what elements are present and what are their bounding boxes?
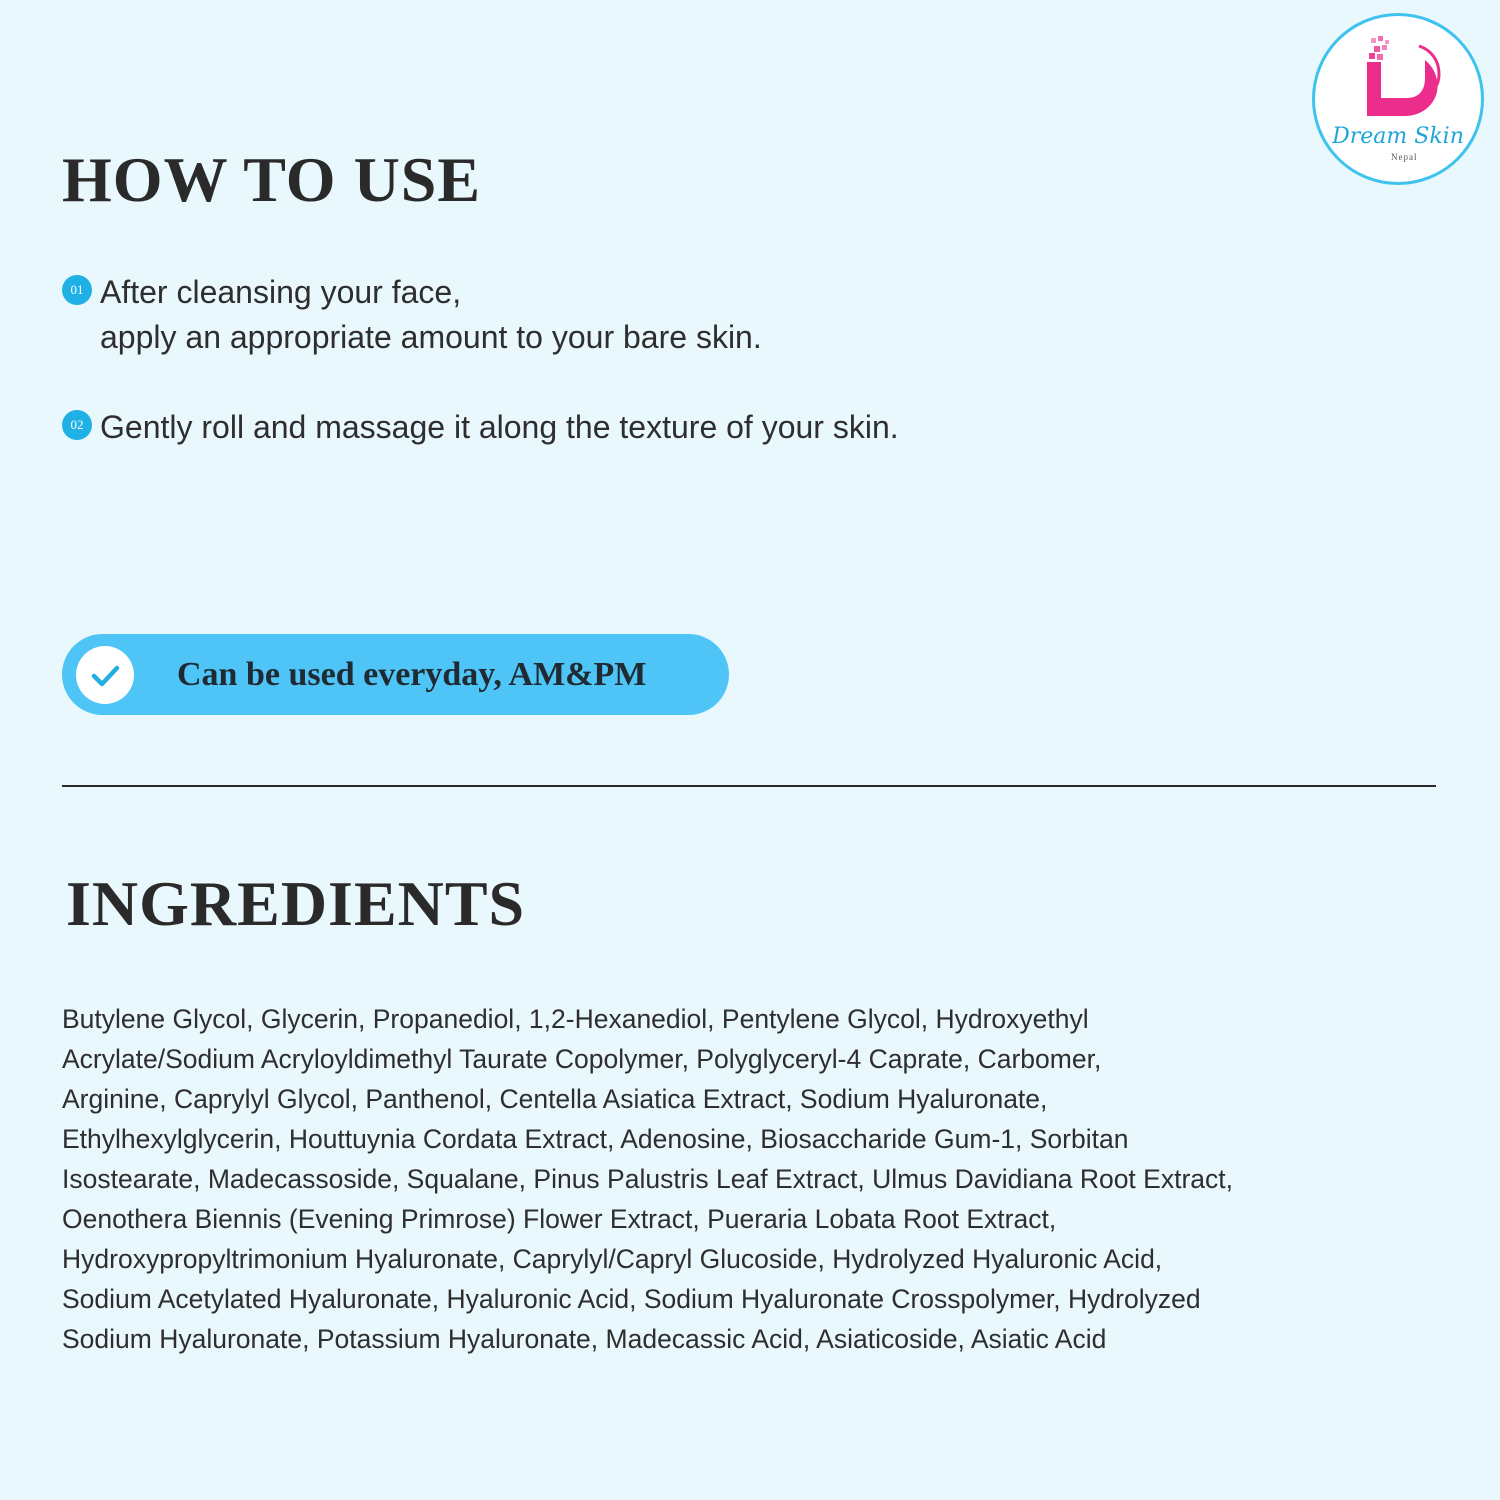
ingredients-line: Oenothera Biennis (Evening Primrose) Flower Extract, Pueraria Lobata Root Extract, [62,1204,1057,1234]
brand-name: Dream Skin [1332,124,1464,149]
step-line: Gently roll and massage it along the texture of your skin. [100,409,899,445]
step-line: apply an appropriate amount to your bare skin. [100,319,762,355]
ingredients-line: Isostearate, Madecassoside, Squalane, Pinus Palustris Leaf Extract, Ulmus Davidiana Root Extract, [62,1164,1233,1194]
section-divider [62,785,1436,787]
ingredients-title: INGREDIENTS [66,868,526,939]
ingredients-list [62,999,1442,1359]
ingredients-line: Sodium Hyaluronate, Potassium Hyaluronate, Madecassic Acid, Asiaticoside, Asiatic Acid [62,1324,1107,1354]
brand-logo [1312,13,1484,185]
step-text [100,270,762,360]
ingredients-line: Butylene Glycol, Glycerin, Propanediol, 1,2-Hexanediol, Pentylene Glycol, Hydroxyethyl [62,1004,1089,1034]
step-number-badge: 01 [62,275,92,305]
usage-badge [62,634,729,715]
ingredients-line: Arginine, Caprylyl Glycol, Panthenol, Centella Asiatica Extract, Sodium Hyaluronate, [62,1084,1048,1114]
ingredients-line: Hydroxypropyltrimonium Hyaluronate, Caprylyl/Capryl Glucoside, Hydrolyzed Hyaluronic Acid, [62,1244,1163,1274]
check-icon [76,646,134,704]
step-number-badge: 02 [62,410,92,440]
brand-subtitle: Nepal [1391,152,1418,162]
step-text [100,405,899,450]
ingredients-line: Ethylhexylglycerin, Houttuynia Cordata Extract, Adenosine, Biosaccharide Gum-1, Sorbitan [62,1124,1129,1154]
ingredients-line: Sodium Acetylated Hyaluronate, Hyaluronic Acid, Sodium Hyaluronate Crosspolymer, Hydrolyzed [62,1284,1201,1314]
how-to-use-title: HOW TO USE [62,144,482,215]
ingredients-line: Acrylate/Sodium Acryloyldimethyl Taurate Copolymer, Polyglyceryl-4 Caprate, Carbomer, [62,1044,1102,1074]
usage-badge-label: Can be used everyday, AM&PM [177,656,647,693]
step-line: After cleansing your face, [100,274,462,310]
